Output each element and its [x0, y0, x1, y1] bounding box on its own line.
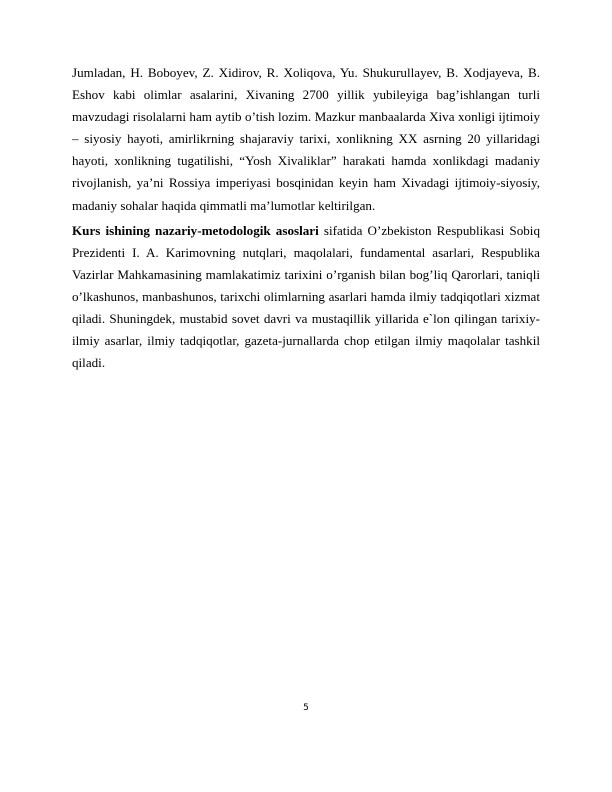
paragraph-text: sifatida O’zbekiston Respublikasi Sobiq Prezidenti I. A. Karimovning nutqlari, maqolalari, fundamental asarlari, Respublika Vazirlar Mahkamasining mamlakatimiz tarixini o’rganish bilan bog’liq Qarorlari, taniqli o’lkashunos, manbashunos, tarixchi olimlarning asarlari hamda ilmiy tadqiqotlari xizmat qiladi. Shuningdek, mustabid sovet davri va mustaqillik yillarida e`lon qilingan tarixiy-ilmiy asarlar, ilmiy tadqiqotlar, gazeta-jurnallarda chop etilgan ilmiy maqolalar tashkil qiladi.: [72, 222, 540, 371]
paragraph-text: Jumladan, H. Boboyev, Z. Xidirov, R. Xoliqova, Yu. Shukurullayev, B. Xodjayeva, B. Eshov kabi olimlar asalarini, Xivaning 2700 yillik yubileyiga bag’ishlangan turli mavzudagi risolalarni ham aytib o’tish lozim. Mazkur manbaalarda Xiva xonligi ijtimoiy – siyosiy hayoti, amirlikrning shajaraviy tarixi, xonlikning XX asrning 20 yillaridagi hayoti, xonlikning tugatilishi, “Yosh Xivaliklar” harakati hamda xonlikdagi madaniy rivojlanish, ya’ni Rossiya imperiyasi bosqinidan keyin ham Xivadagi ijtimoiy-siyosiy, madaniy sohalar haqida qimmatli ma’lumotlar keltirilgan.: [72, 65, 540, 213]
paragraph-methodology: [72, 220, 540, 375]
document-body: [72, 62, 540, 374]
paragraph-lead-bold: Kurs ishining nazariy-metodologik asoslari: [72, 222, 319, 238]
paragraph-references: [72, 62, 540, 217]
page-number: 5: [303, 703, 309, 713]
